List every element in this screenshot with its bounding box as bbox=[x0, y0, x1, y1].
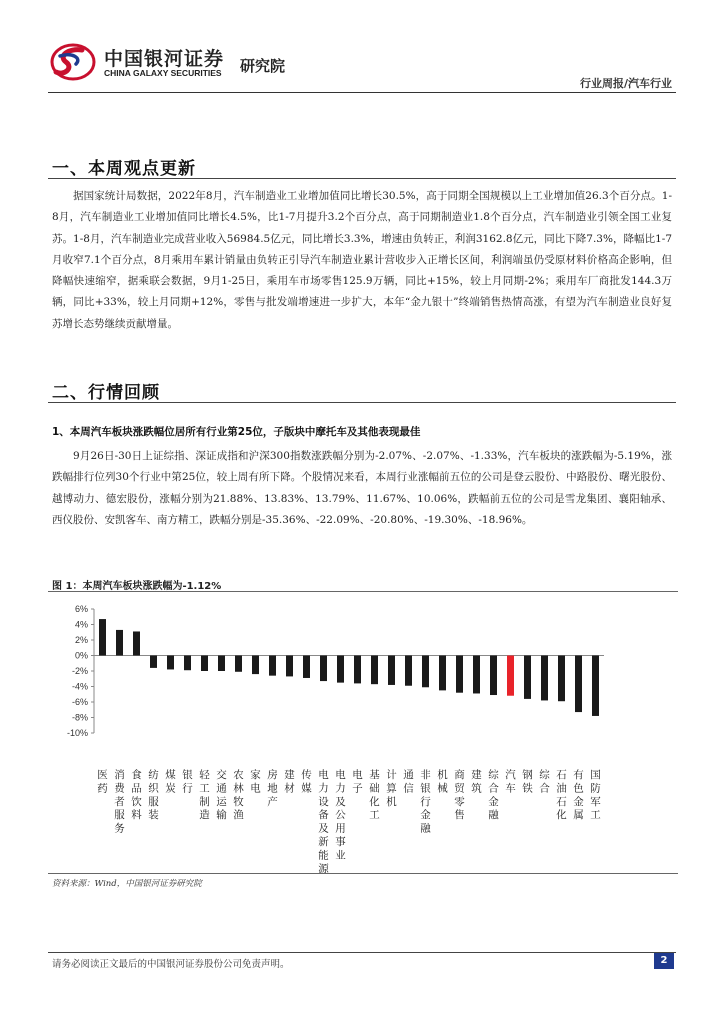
bar-有色金属 bbox=[575, 656, 582, 713]
category-label-电力及公用事业: 电力及公用事业 bbox=[335, 769, 346, 862]
org-name-en: CHINA GALAXY SECURITIES bbox=[104, 68, 222, 78]
page-number: 2 bbox=[654, 953, 674, 969]
figure-source: 资料来源：Wind，中国银河证券研究院 bbox=[52, 879, 202, 889]
bar-综合 bbox=[541, 656, 548, 701]
y-tick-label: -2% bbox=[71, 666, 88, 676]
category-label-非银行金融: 非银行金融 bbox=[420, 769, 431, 835]
section2-text: 9月26日-30日上证综指、深证成指和沪深300指数涨跌幅分别为-2.07%、-2.07%、-1.33%，汽车板块的涨跌幅为-5.19%，涨跌幅排行位列30个行业中第25位，较上周有所下降。个股情况来看，本周行业涨幅前五位的公司是登云股份、中路股份、曙光股份、越博动力、德宏股份，涨幅分别为21.88%、13.83%、13.79%、11.67%、10.06%，跌幅前五位的公司是雪龙集团、襄阳轴承、西仪股份、安凯客车、南方精工，跌幅分别是-35.36%、-22.09%、-20.80%、-19.30%、-18.96%。 bbox=[52, 450, 672, 526]
bar-通信 bbox=[405, 656, 412, 686]
y-tick-label: 4% bbox=[74, 619, 88, 630]
bar-传媒 bbox=[303, 656, 310, 678]
bar-建筑 bbox=[473, 656, 480, 694]
category-label-有色金属: 有色金属 bbox=[573, 769, 584, 822]
institute-label: 研究院 bbox=[240, 57, 286, 75]
bar-交通运输 bbox=[218, 656, 225, 672]
bar-石油石化 bbox=[558, 656, 565, 702]
bar-电子 bbox=[354, 656, 361, 684]
category-label-机械: 机械 bbox=[437, 769, 448, 795]
category-label-银行: 银行 bbox=[182, 769, 193, 795]
category-label-建筑: 建筑 bbox=[471, 769, 482, 795]
y-tick-label: 6% bbox=[74, 604, 88, 614]
footer-disclaimer: 请务必阅读正文最后的中国银河证券股份公司免责声明。 bbox=[52, 959, 290, 970]
category-label-家电: 家电 bbox=[250, 769, 261, 795]
category-label-钢铁: 钢铁 bbox=[522, 769, 533, 795]
category-label-商贸零售: 商贸零售 bbox=[454, 769, 465, 822]
category-label-计算机: 计算机 bbox=[386, 769, 397, 808]
category-label-综合: 综合 bbox=[539, 769, 550, 795]
bar-房地产 bbox=[269, 656, 276, 676]
bar-建材 bbox=[286, 656, 293, 677]
bar-电力设备及新能源 bbox=[320, 656, 327, 682]
bar-商贸零售 bbox=[456, 656, 463, 693]
section1-title: 一、本周观点更新 bbox=[52, 159, 196, 179]
y-tick-label: -4% bbox=[71, 681, 88, 692]
section2-subhead: 1、本周汽车板块涨跌幅位居所有行业第25位，子版块中摩托车及其他表现最佳 bbox=[52, 426, 421, 438]
category-label-通信: 通信 bbox=[403, 769, 414, 795]
category-label-综合金融: 综合金融 bbox=[488, 769, 499, 822]
y-tick-label: -8% bbox=[71, 712, 88, 723]
bar-汽车 bbox=[507, 656, 514, 696]
bar-计算机 bbox=[388, 656, 395, 685]
bar-基础化工 bbox=[371, 656, 378, 685]
category-label-交通运输: 交通运输 bbox=[216, 769, 227, 822]
figure-title: 图 1：本周汽车板块涨跌幅为-1.12% bbox=[52, 581, 222, 592]
category-label-农林牧渔: 农林牧渔 bbox=[233, 769, 244, 822]
org-name-cn: 中国银河证券 bbox=[104, 48, 225, 70]
y-tick-label: 2% bbox=[74, 635, 88, 645]
bar-纺织服装 bbox=[150, 656, 157, 668]
category-label-石油石化: 石油石化 bbox=[556, 769, 567, 822]
category-label-食品饮料: 食品饮料 bbox=[131, 769, 142, 822]
report-type: 行业周报/汽车行业 bbox=[579, 77, 672, 90]
bar-机械 bbox=[439, 656, 446, 691]
y-tick-label: -6% bbox=[71, 697, 88, 707]
category-label-轻工制造: 轻工制造 bbox=[199, 769, 210, 822]
category-label-房地产: 房地产 bbox=[267, 769, 278, 808]
footer-divider bbox=[48, 952, 676, 953]
y-tick-label: -10% bbox=[66, 728, 88, 738]
bar-食品饮料 bbox=[133, 631, 140, 655]
section2-title: 二、行情回顾 bbox=[52, 383, 160, 403]
category-label-电子: 电子 bbox=[352, 769, 363, 795]
category-label-汽车: 汽车 bbox=[505, 769, 516, 795]
category-label-医药: 医药 bbox=[97, 769, 108, 795]
bar-电力及公用事业 bbox=[337, 656, 344, 683]
figure-bottom-rule bbox=[48, 873, 678, 874]
y-tick-label: 0% bbox=[74, 650, 88, 661]
section1-text: 据国家统计局数据，2022年8月，汽车制造业工业增加值同比增长30.5%，高于同期全国规模以上工业增加值26.3个百分点。1-8月，汽车制造业工业增加值同比增长4.5%，比1-7月提升3.2个百分点，高于同期制造业1.8个百分点，汽车制造业引领全国工业复苏。1-8月，汽车制造业完成营业收入56984.5亿元，同比增长3.3%，增速由负转正，利润3162.8亿元，同比下降7.3%，降幅比1-7月收窄7.1个百分点，8月乘用车累计销量由负转正引导汽车制造业累计营收步入正增长区间，利润端虽仍受原材料价格高企影响，但降幅快速缩窄，据乘联会数据，9月1-25日，乘用车市场零售125.9万辆，同比+15%，较上月同期-2%；乘用车厂商批发144.3万辆，同比+33%，较上月同期+12%，零售与批发端增速进一步扩大，本年“金九银十”终端销售热情高涨，有望为汽车制造业良好复苏增长态势继续贡献增量。 bbox=[52, 190, 672, 330]
bar-银行 bbox=[184, 656, 191, 671]
bar-家电 bbox=[252, 656, 259, 675]
bar-煤炭 bbox=[167, 656, 174, 670]
category-label-建材: 建材 bbox=[284, 769, 295, 795]
bar-医药 bbox=[99, 619, 106, 655]
category-label-电力设备及新能源: 电力设备及新能源 bbox=[318, 769, 329, 875]
category-label-传媒: 传媒 bbox=[301, 769, 312, 795]
bar-农林牧渔 bbox=[235, 656, 242, 672]
bar-消费者服务 bbox=[116, 630, 123, 656]
bar-综合金融 bbox=[490, 656, 497, 696]
category-label-国防军工: 国防军工 bbox=[590, 769, 601, 822]
bar-非银行金融 bbox=[422, 656, 429, 688]
bar-轻工制造 bbox=[201, 656, 208, 672]
category-label-基础化工: 基础化工 bbox=[369, 769, 380, 822]
category-label-消费者服务: 消费者服务 bbox=[114, 769, 125, 835]
category-label-煤炭: 煤炭 bbox=[165, 769, 176, 795]
bar-钢铁 bbox=[524, 656, 531, 699]
bar-国防军工 bbox=[592, 656, 599, 716]
category-label-纺织服装: 纺织服装 bbox=[148, 769, 159, 822]
